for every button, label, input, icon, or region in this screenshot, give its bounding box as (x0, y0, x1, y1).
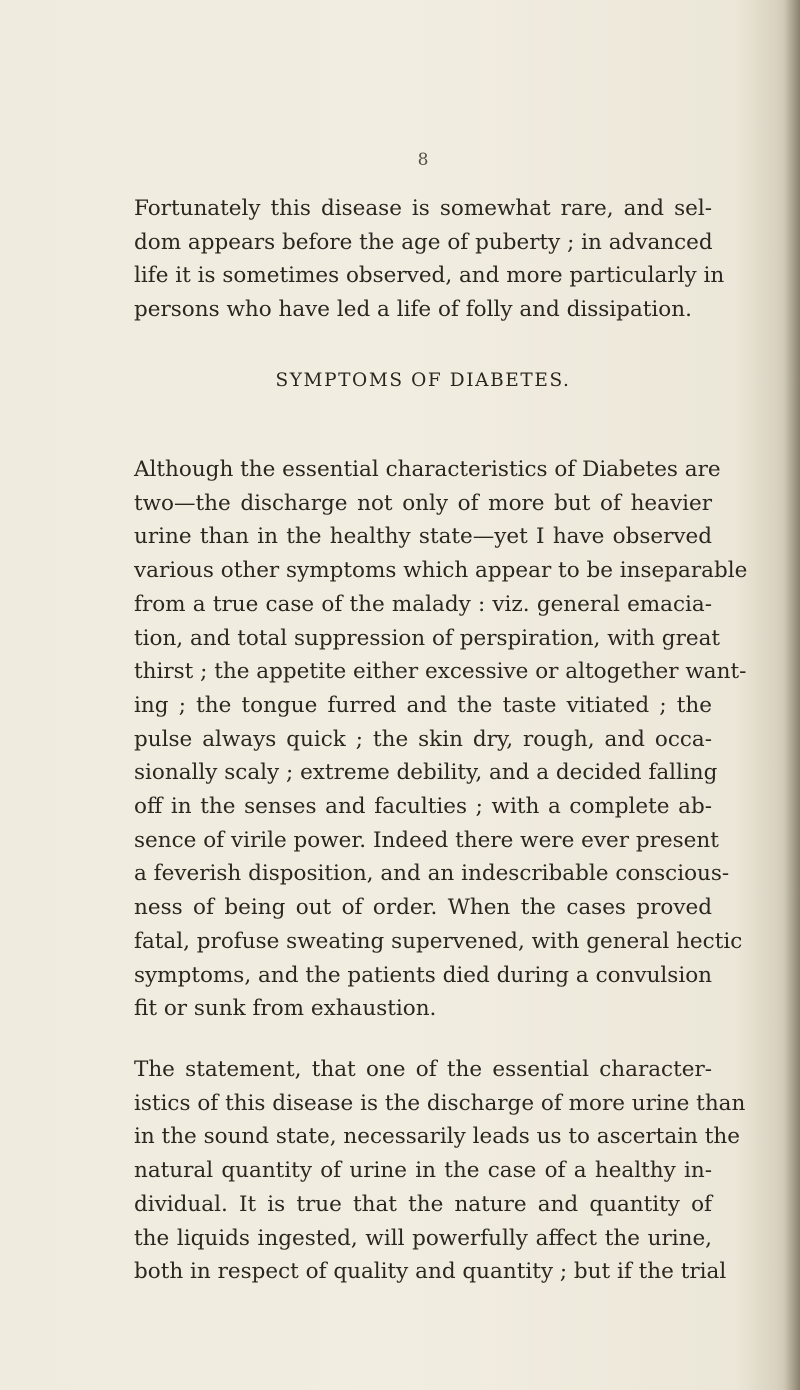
text-line: fatal, profuse sweating supervened, with general hectic (134, 928, 743, 954)
paragraph-statement (134, 1053, 746, 1289)
text-line: tion, and total suppression of perspiration, with great (134, 625, 721, 651)
text-line: off in the senses and faculties ; with a complete ab- (134, 794, 712, 820)
page-number: 8 (417, 150, 429, 170)
text-line: persons who have led a life of folly and dissipation. (134, 297, 692, 323)
page-edge-shadow (784, 0, 800, 1390)
text-line: from a true case of the malady : viz. general emacia- (134, 591, 712, 617)
text-line: pulse always quick ; the skin dry, rough, and occa- (134, 726, 712, 752)
text-line: fit or sunk from exhaustion. (134, 996, 437, 1022)
section-heading: SYMPTOMS OF DIABETES. (275, 370, 571, 391)
paragraph-symptoms (134, 453, 748, 1026)
text-line: both in respect of quality and quantity ; but if the trial (134, 1259, 727, 1285)
text-line: The statement, that one of the essential character- (134, 1057, 712, 1082)
paragraph-intro (134, 192, 725, 327)
text-line: life it is sometimes observed, and more particularly in (134, 263, 725, 289)
text-line: the liquids ingested, will powerfully affect the urine, (134, 1225, 712, 1251)
text-line: sionally scaly ; extreme debility, and a decided falling (134, 760, 718, 786)
text-line: urine than in the healthy state—yet I have observed (134, 524, 712, 550)
text-line: ing ; the tongue furred and the taste vitiated ; the (134, 692, 712, 718)
text-line: various other symptoms which appear to be inseparable (134, 558, 748, 584)
text-line: a feverish disposition, and an indescribable conscious- (134, 861, 730, 887)
text-line: sence of virile power. Indeed there were ever present (134, 827, 719, 853)
text-line: two—the discharge not only of more but of heavier (134, 490, 712, 516)
text-line: dom appears before the age of puberty ; in advanced (134, 229, 713, 255)
text-line: Although the essential characteristics of Diabetes are (134, 457, 721, 482)
text-line: ness of being out of order. When the cases proved (134, 895, 712, 921)
text-line: thirst ; the appetite either excessive or altogether want- (134, 659, 747, 685)
text-line: Fortunately this disease is somewhat rare, and sel- (134, 196, 712, 221)
text-line: natural quantity of urine in the case of a healthy in- (134, 1158, 712, 1184)
text-line: symptoms, and the patients died during a convulsion (134, 962, 712, 988)
text-line: dividual. It is true that the nature and quantity of (134, 1191, 712, 1217)
text-line: in the sound state, necessarily leads us to ascertain the (134, 1124, 740, 1150)
text-line: istics of this disease is the discharge of more urine than (134, 1090, 746, 1116)
